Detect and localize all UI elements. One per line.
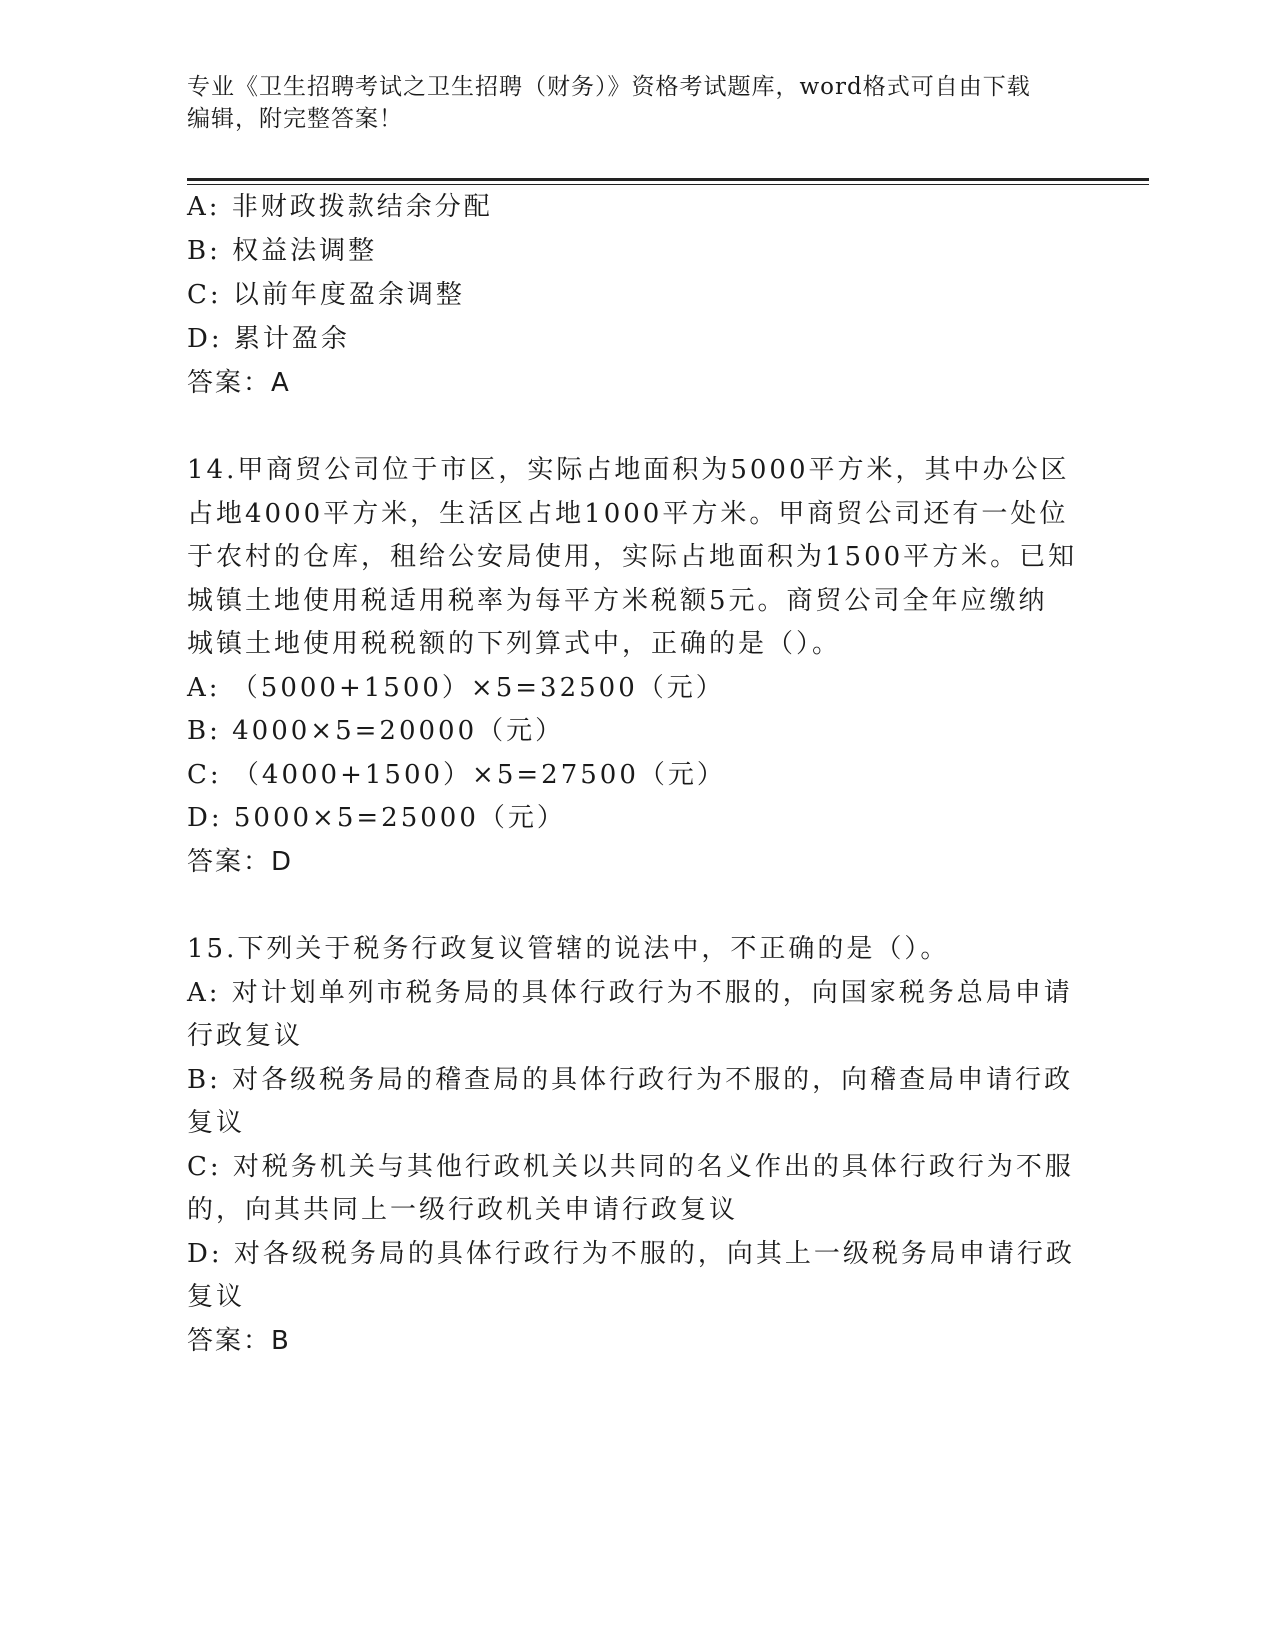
q14-stem-line-4: 城镇土地使用税适用税率为每平方米税额5元。商贸公司全年应缴纳 [187,586,1048,616]
q15-option-b-line-1: B: 对各级税务局的稽查局的具体行政行为不服的，向稽查局申请行政 [187,1065,1074,1095]
q15-option-d-line-2: 复议 [187,1282,246,1312]
q15-answer: 答案：B [187,1326,291,1356]
q14-stem-line-1: 14.甲商贸公司位于市区，实际占地面积为5000平方米，其中办公区 [187,455,1070,485]
q14-option-b: B: 4000×5=20000（元） [187,716,565,746]
q15-option-a-line-1: A: 对计划单列市税务局的具体行政行为不服的，向国家税务总局申请 [187,978,1073,1008]
q14-stem-line-2: 占地4000平方米，生活区占地1000平方米。甲商贸公司还有一处位 [187,499,1069,529]
q14-option-d: D: 5000×5=25000（元） [187,803,566,833]
q15-stem: 15.下列关于税务行政复议管辖的说法中，不正确的是（）。 [187,934,950,964]
q14-answer: 答案：D [187,847,294,877]
q14-option-c: C: （4000+1500）×5=27500（元） [187,760,726,790]
header-line-2: 编辑，附完整答案！ [187,106,403,132]
header-divider-thin [187,184,1149,185]
q15-option-b-line-2: 复议 [187,1108,246,1138]
q13-answer: 答案：A [187,368,291,398]
document-header [187,71,1067,135]
q14-stem-line-5: 城镇土地使用税税额的下列算式中，正确的是（）。 [187,629,842,659]
q13-option-c: C: 以前年度盈余调整 [187,280,465,310]
q15-option-a-line-2: 行政复议 [187,1021,304,1051]
header-line-1: 专业《卫生招聘考试之卫生招聘（财务）》资格考试题库，word格式可自由下载 [187,74,1031,100]
q15-option-c-line-1: C: 对税务机关与其他行政机关以共同的名义作出的具体行政行为不服 [187,1152,1074,1182]
q14-stem-line-3: 于农村的仓库，租给公安局使用，实际占地面积为1500平方米。已知 [187,542,1078,572]
q13-option-a: A: 非财政拨款结余分配 [187,192,493,222]
q15-option-d-line-1: D: 对各级税务局的具体行政行为不服的，向其上一级税务局申请行政 [187,1239,1075,1269]
header-divider-thick [187,178,1149,181]
q13-option-d: D: 累计盈余 [187,324,350,354]
q15-option-c-line-2: 的，向其共同上一级行政机关申请行政复议 [187,1195,739,1225]
q13-option-b: B: 权益法调整 [187,236,378,266]
q14-option-a: A: （5000+1500）×5=32500（元） [187,673,725,703]
